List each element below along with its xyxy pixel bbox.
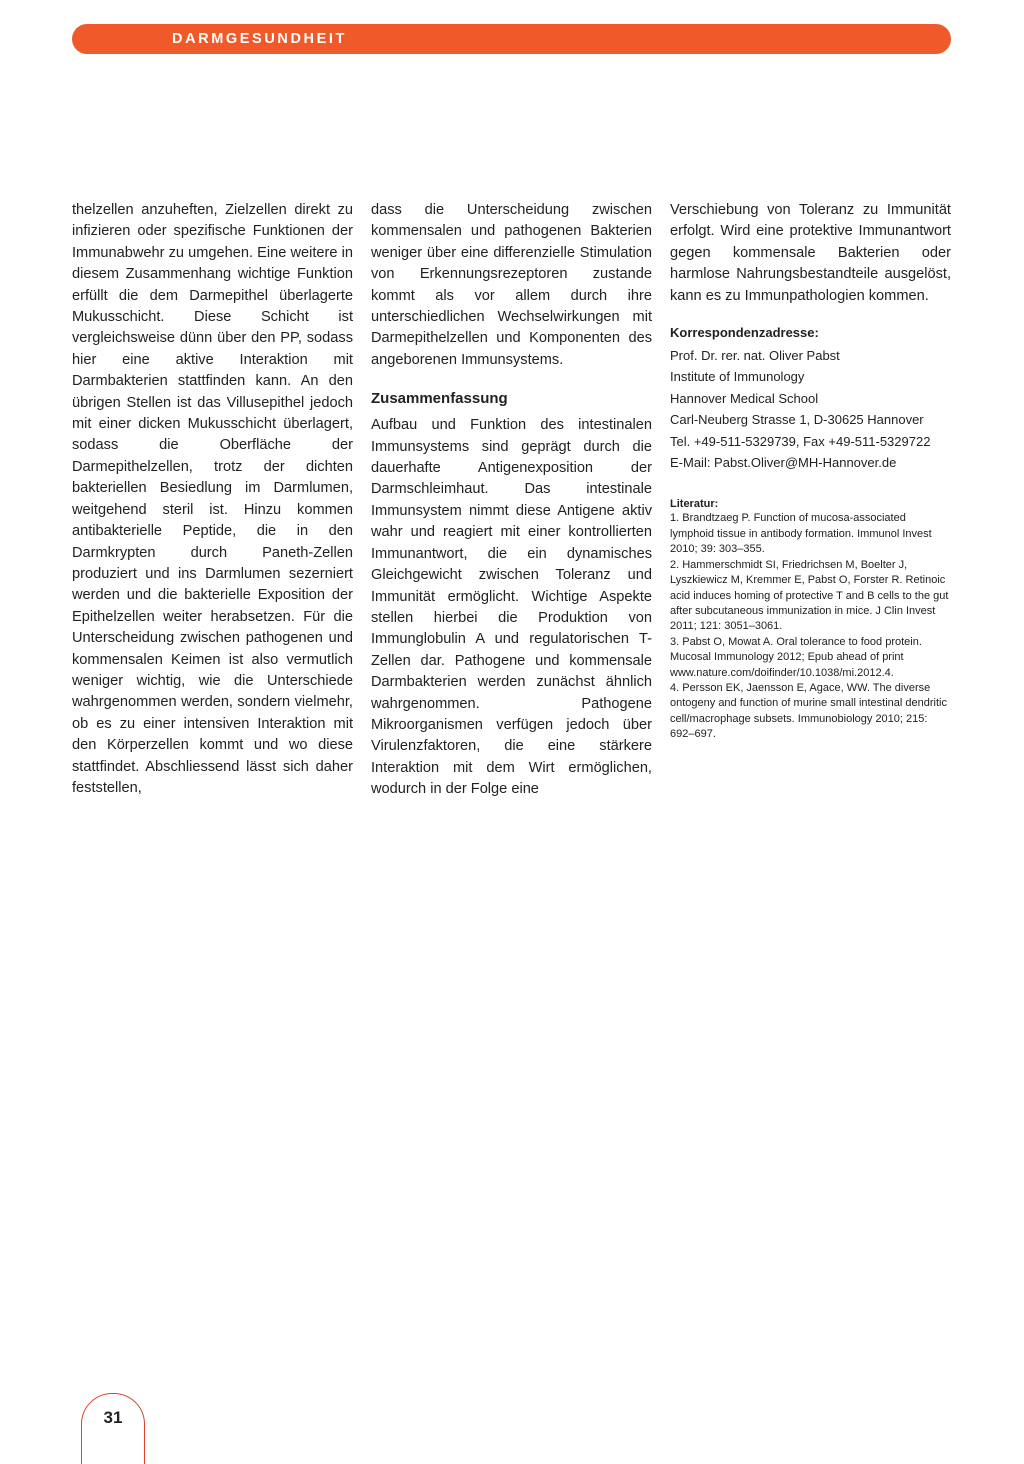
literature-heading: Literatur:: [670, 498, 719, 511]
text-column-2: [371, 200, 652, 801]
page-number-tab: [81, 1393, 145, 1464]
literature-item: 4. Persson EK, Jaensson E, Agace, WW. The diverse ontogeny and function of murine small intestinal dendritic cell/macrophage subsets. Immunobiology 2010; 215: 692–697.: [670, 681, 947, 741]
text-column-1: [72, 200, 353, 799]
body-paragraph: Verschiebung von Toleranz zu Immunität erfolgt. Wird eine protektive Immunantwort gegen kommensale Bakterien oder harmlose Nahrungsbestandteile ausgelöst, kann es zu Immunpathologien kommen.: [670, 202, 951, 304]
page-number: 31: [103, 1408, 123, 1427]
body-paragraph: thelzellen anzuheften, Zielzellen direkt zu infizieren oder spezifische Funktionen der Immunabwehr zu umgehen. Eine weitere in diesem Zusammenhang wichtige Funktion erfüllt die dem Darmepithel überlagerte Mukusschicht. Diese Schicht ist vergleichsweise dünn über den PP, sodass hier eine aktive Interaktion mit Darmbakterien stattfinden kann. An den übrigen Stellen ist das Villusepithel jedoch mit einer dicken Mukusschicht überlagert, sodass die Oberfläche der Darmepithelzellen, trotz der dichten bakteriellen Besiedlung im Darmlumen, weitgehend steril ist. Hinzu kommen antibakterielle Peptide, die in den Darmkrypten durch Paneth-Zellen produziert und ins Darmlumen sezerniert werden und die bakterielle Exposition der Epithelzellen weiter herabsetzen. Für die Unterscheidung zwischen pathogenen und kommensalen Keimen ist also vermutlich weniger wichtig, wie die Unterschiede wahrgenommen werden, sondern vielmehr, ob es zu einer intensiven Interaktion mit den Körperzellen kommt und wo diese stattfindet. Abschliessend lässt sich daher feststellen,: [72, 202, 353, 796]
literature-list: [670, 511, 951, 742]
body-paragraph: dass die Unterscheidung zwischen kommensalen und pathogenen Bakterien weniger über eine differenzielle Stimulation von Erkennungsrezeptoren zustande kommt als vor allem durch ihre unterschiedlichen Wechselwirkungen mit Darmepithelzellen und Komponenten des angeborenen Immunsystems.: [371, 202, 652, 368]
contact-school: Hannover Medical School: [670, 390, 819, 406]
section-header-bar: [72, 24, 951, 54]
contact-heading: Korrespondenzadresse:: [670, 325, 819, 341]
contact-phone: Tel. +49-511-5329739, Fax +49-511-5329722: [670, 433, 931, 449]
contact-institute: Institute of Immunology: [670, 369, 805, 385]
contact-email: E-Mail: Pabst.Oliver@MH-Hannover.de: [670, 455, 897, 471]
section-title: DARMGESUNDHEIT: [172, 31, 347, 47]
summary-heading: Zusammenfassung: [371, 390, 508, 408]
contact-block: [670, 345, 951, 473]
literature-item: 2. Hammerschmidt SI, Friedrichsen M, Boelter J, Lyszkiewicz M, Kremmer E, Pabst O, Forster R. Retinoic acid induces homing of protective T and B cells to the gut after subcutaneous immunization in mice. J Clin Invest 2011; 121: 3051–3061.: [670, 558, 949, 633]
summary-paragraph: Aufbau und Funktion des intestinalen Immunsystems sind geprägt durch die dauerhafte Antigenexposition der Darmschleimhaut. Das intestinale Immunsystem nimmt diese Antigene aktiv wahr und reagiert mit einer kontrollierten Immunantwort, die ein dynamisches Gleichgewicht zwischen Toleranz und Immunität ermöglicht. Wichtige Aspekte stellen hierbei die Produktion von Immunglobulin A und regulatorischen T-Zellen dar. Pathogene und kommensale Darmbakterien werden zunächst ähnlich wahrgenommen. Pathogene Mikroorganismen verfügen jedoch über Virulenzfaktoren, die eine stärkere Interaktion mit dem Wirt ermöglichen, wodurch in der Folge eine: [371, 417, 652, 798]
literature-item: 3. Pabst O, Mowat A. Oral tolerance to food protein. Mucosal Immunology 2012; Epub ahead of print www.nature.com/doifinder/10.1038/mi.2012.4.: [670, 635, 922, 679]
contact-address: Carl-Neuberg Strasse 1, D-30625 Hannover: [670, 412, 924, 428]
contact-name: Prof. Dr. rer. nat. Oliver Pabst: [670, 348, 840, 364]
literature-item: 1. Brandtzaeg P. Function of mucosa-associated lymphoid tissue in antibody formation. Immunol Invest 2010; 39: 303–355.: [670, 512, 932, 556]
text-column-3: [670, 200, 951, 743]
